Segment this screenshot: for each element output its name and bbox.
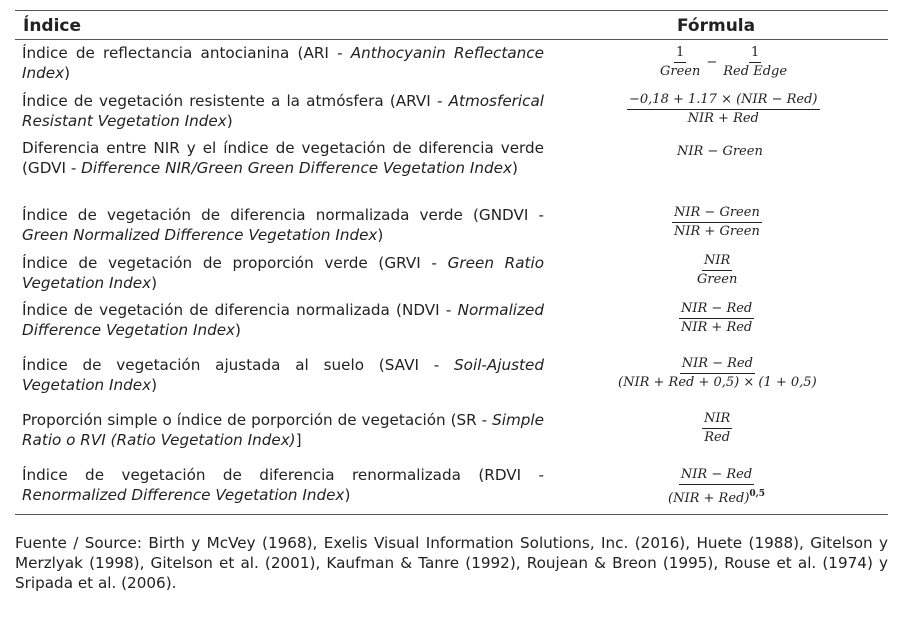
table-bottom-rule (15, 514, 888, 515)
row-sr-index: Proporción simple o índice de porporción de vegetación (SR - Simple Ratio o RVI (Ratio Vegetation Index)] (22, 411, 544, 449)
row-gdvi-formula: NIR − Green (677, 144, 763, 159)
row-ari-index: Índice de reflectancia antocianina (ARI - Anthocyanin Reflectance Index) (22, 44, 544, 82)
row-gndvi-index: Índice de vegetación de diferencia normalizada verde (GNDVI - Green Normalized Difference Vegetation Index) (22, 206, 544, 244)
header-index: Índice (23, 16, 82, 36)
row-rdvi-formula: $\frac{\text{NIR − Red}}{(NIR + Red)^{0,5}}$ (668, 467, 766, 506)
row-arvi-index: Índice de vegetación resistente a la atmósfera (ARVI - Atmosferical Resistant Vegetation Index) (22, 92, 544, 130)
row-ndvi-formula: $\frac{\text{NIR − Red}}{\text{NIR + Red}}$ (681, 301, 753, 335)
source-note: Fuente / Source: Birth y McVey (1968), Exelis Visual Information Solutions, Inc. (2016), Huete (1988), Gitelson y Merzlyak (1998), Gitelson et al. (2001), Kaufman & Tanre (1992), Roujean & Breon (1995), Rouse et al. (1974) y Sripada et al. (2006). (15, 534, 888, 592)
table-top-rule (15, 10, 888, 11)
row-savi-formula: $\frac{\text{NIR − Red}}{\text{(NIR + Red + 0,5) × (1 + 0,5)}}$ (618, 356, 817, 390)
row-ndvi-index: Índice de vegetación de diferencia normalizada (NDVI - Normalized Difference Vegetation Index) (22, 301, 544, 339)
row-gdvi-index: Diferencia entre NIR y el índice de vegetación de diferencia verde (GDVI - Difference NIR/Green Green Difference Vegetation Index) (22, 139, 544, 177)
header-rule (15, 39, 888, 40)
row-arvi-formula: $\frac{\text{−0,18 + 1.17 × (NIR − Red)}}{\text{NIR + Red}}$ (629, 92, 818, 126)
row-ari-formula: $\frac{1}{\text{Green}}$ − $\frac{1}{\text{Red Edge}}$ (660, 45, 788, 79)
row-grvi-index: Índice de vegetación de proporción verde (GRVI - Green Ratio Vegetation Index) (22, 254, 545, 292)
row-rdvi-index: Índice de vegetación de diferencia renormalizada (RDVI - Renormalized Difference Vegetation Index) (22, 466, 544, 504)
header-formula: Fórmula (677, 16, 756, 36)
row-sr-formula: $\frac{\text{NIR}}{\text{Red}}$ (704, 411, 731, 445)
row-gndvi-formula: $\frac{\text{NIR − Green}}{\text{NIR + Green}}$ (674, 205, 760, 239)
row-savi-index: Índice de vegetación ajustada al suelo (SAVI - Soil-Ajusted Vegetation Index) (22, 356, 544, 394)
row-grvi-formula: $\frac{\text{NIR}}{\text{Green}}$ (697, 253, 738, 287)
